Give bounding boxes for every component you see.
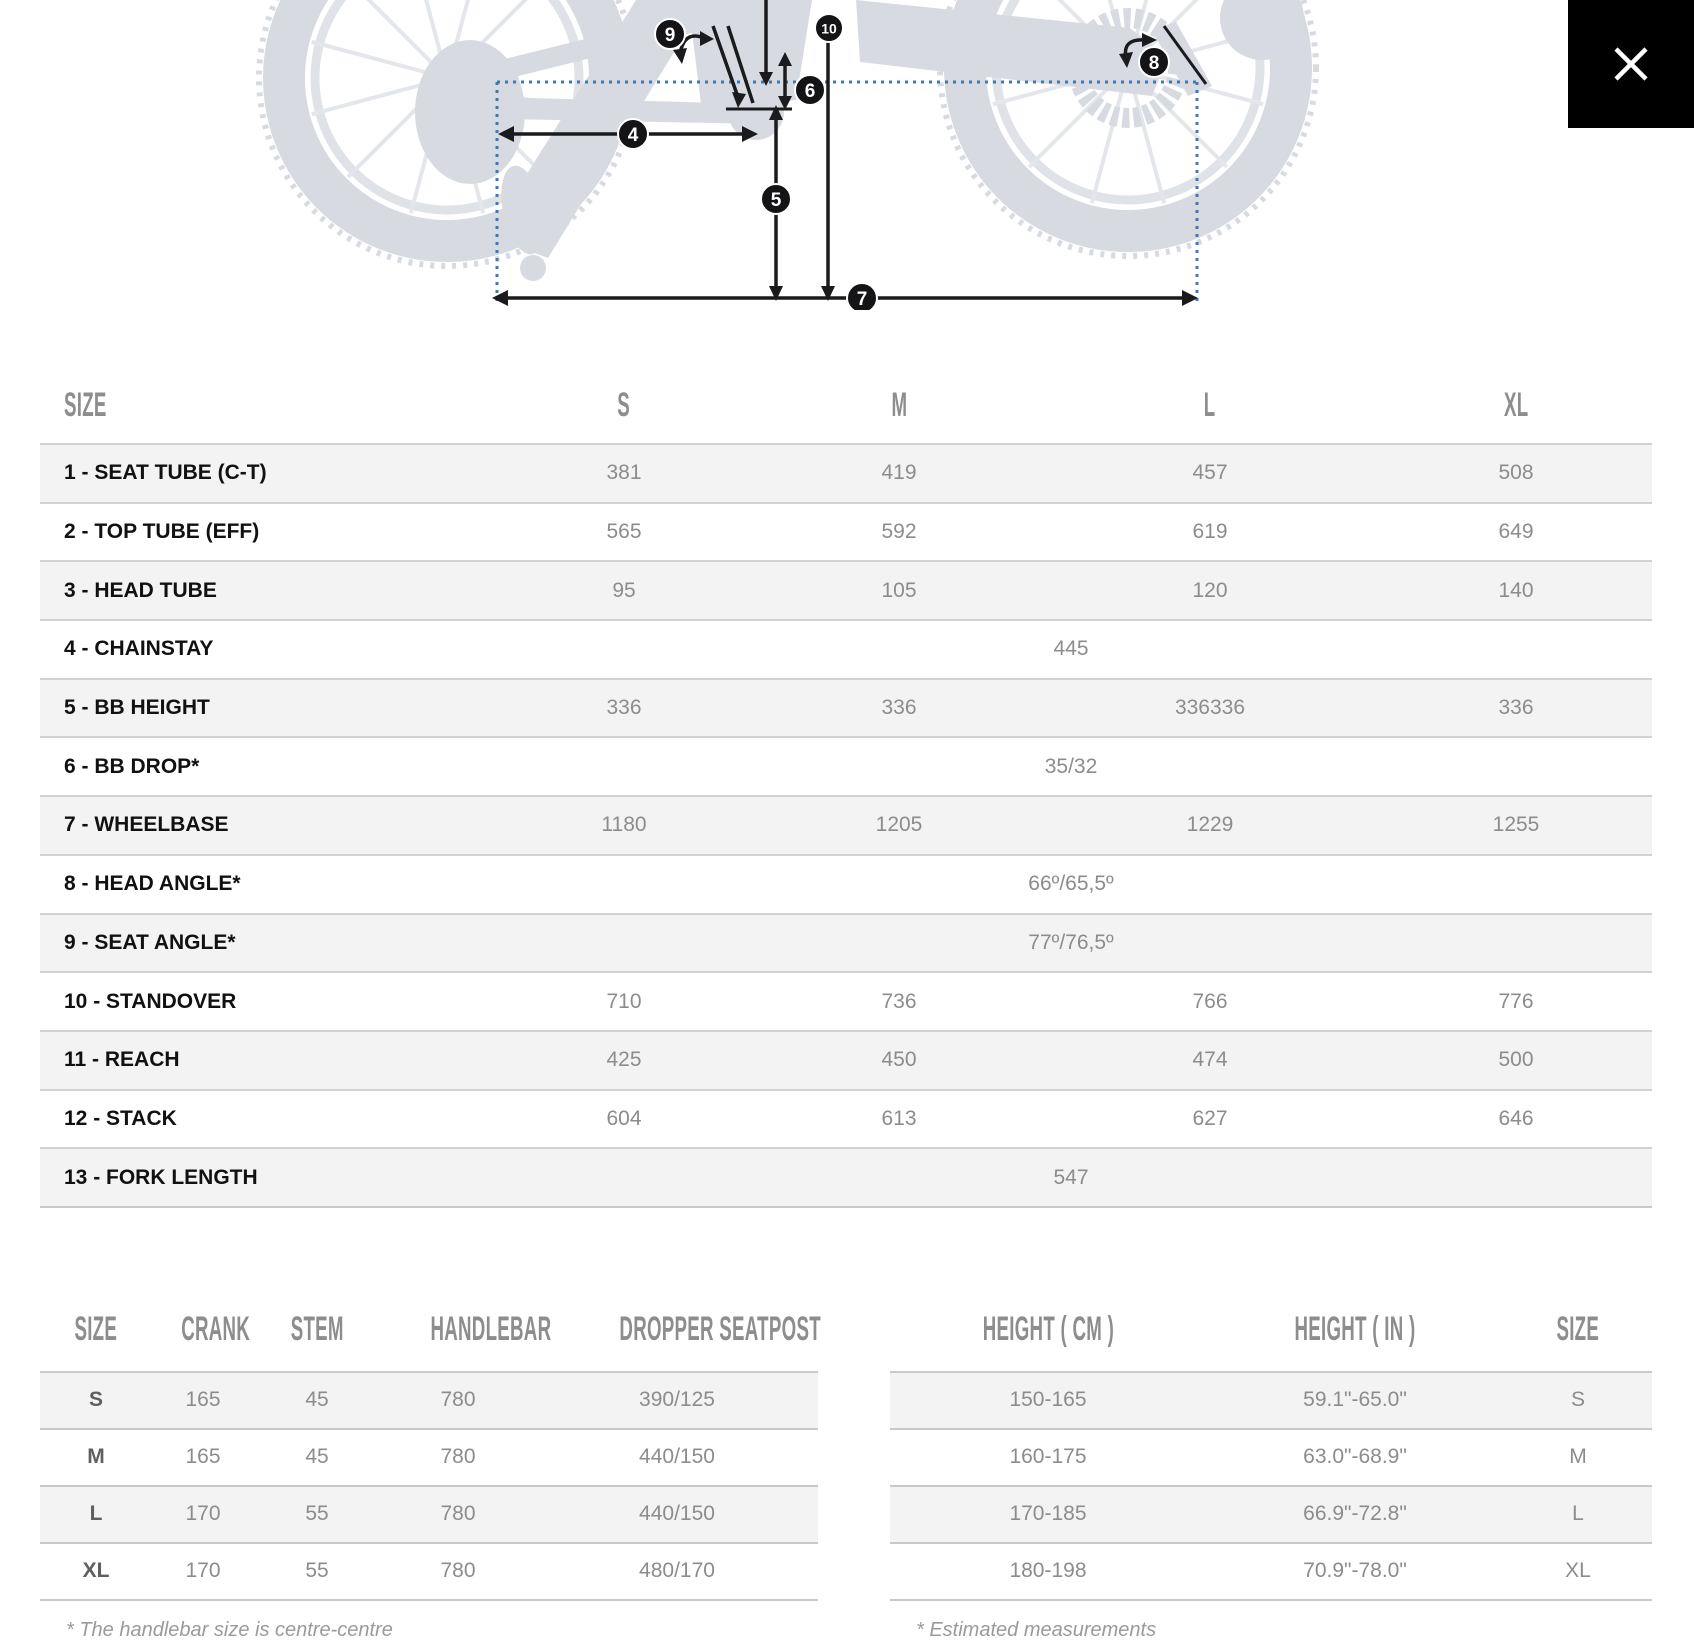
badge-9: 9 [664, 25, 676, 46]
geometry-row [40, 796, 1652, 855]
row-value: 565 [606, 520, 642, 544]
comp-size: L [89, 1502, 103, 1526]
geometry-row [40, 444, 1652, 503]
comp-stem: 45 [305, 1445, 329, 1469]
row-merged-value: 77º/76,5º [1028, 930, 1114, 954]
height-in: 59.1"-65.0" [1303, 1388, 1407, 1412]
row-label: 2 - TOP TUBE (EFF) [64, 520, 260, 544]
comp-stem: 55 [305, 1502, 329, 1526]
col-header-s: S [617, 386, 631, 424]
row-label: 7 - WHEELBASE [64, 813, 229, 837]
bike-silhouette [259, 0, 1316, 281]
row-value: 419 [881, 461, 917, 485]
row-label: 6 - BB DROP* [64, 754, 200, 778]
comp-handlebar: 780 [440, 1559, 476, 1583]
row-value: 1229 [1186, 813, 1234, 837]
row-merged-value: 547 [1053, 1165, 1089, 1189]
comp-header-handlebar: HANDLEBAR [430, 1309, 552, 1348]
row-value: 120 [1192, 578, 1228, 602]
row-value: 336 [1498, 696, 1534, 720]
row-value: 627 [1192, 1106, 1228, 1130]
badge-8: 8 [1148, 53, 1160, 74]
height-header-in: HEIGHT ( IN ) [1294, 1309, 1416, 1348]
bike-diagram-image [0, 0, 1694, 310]
close-icon [1613, 46, 1649, 82]
row-value: 710 [606, 989, 642, 1013]
close-button[interactable] [1568, 0, 1694, 128]
comp-size: M [87, 1445, 105, 1469]
handlebar-footnote: * The handlebar size is centre-centre [66, 1618, 393, 1641]
height-row [890, 1429, 1652, 1486]
row-value: 736 [881, 989, 917, 1013]
height-size: M [1569, 1445, 1587, 1469]
height-size: XL [1565, 1559, 1591, 1583]
height-cm: 180-198 [1009, 1559, 1087, 1583]
height-size: S [1570, 1388, 1585, 1412]
estimated-footnote: * Estimated measurements [916, 1618, 1157, 1641]
geometry-row [40, 855, 1652, 914]
row-value: 604 [606, 1106, 642, 1130]
row-label: 12 - STACK [64, 1106, 177, 1130]
row-value: 336336 [1174, 696, 1246, 720]
comp-stem: 55 [305, 1559, 329, 1583]
row-value: 508 [1498, 461, 1534, 485]
geometry-row [40, 561, 1652, 620]
height-row [890, 1372, 1652, 1429]
comp-stem: 45 [305, 1388, 329, 1412]
row-value: 500 [1498, 1048, 1534, 1072]
row-value: 1255 [1492, 813, 1540, 837]
row-value: 613 [881, 1106, 917, 1130]
row-value: 450 [881, 1048, 917, 1072]
col-header-xl: XL [1503, 386, 1529, 424]
geometry-row [40, 972, 1652, 1031]
row-value: 105 [881, 578, 917, 602]
height-cm: 170-185 [1009, 1502, 1087, 1526]
comp-crank: 165 [185, 1388, 221, 1412]
geometry-row [40, 914, 1652, 973]
components-table [40, 1208, 821, 1601]
comp-dropper: 440/150 [639, 1445, 715, 1469]
row-label: 13 - FORK LENGTH [64, 1165, 258, 1189]
comp-header-dropper: DROPPER SEATPOST [619, 1309, 821, 1348]
geometry-row [40, 1148, 1652, 1207]
height-section [890, 1208, 1652, 1642]
col-header-l: L [1204, 386, 1216, 424]
components-row [40, 1543, 818, 1600]
height-row [890, 1543, 1652, 1600]
row-label: 10 - STANDOVER [64, 989, 237, 1013]
row-value: 457 [1192, 461, 1228, 485]
row-label: 8 - HEAD ANGLE* [64, 872, 241, 896]
comp-header-stem: STEM [290, 1309, 344, 1348]
row-value: 1180 [601, 813, 647, 837]
badge-6: 6 [804, 81, 816, 102]
geometry-diagram [0, 0, 1694, 310]
height-cm: 150-165 [1009, 1388, 1087, 1412]
row-label: 11 - REACH [64, 1048, 180, 1072]
row-value: 776 [1498, 989, 1534, 1013]
row-value: 474 [1192, 1048, 1228, 1072]
comp-handlebar: 780 [440, 1502, 476, 1526]
geometry-row [40, 679, 1652, 738]
geometry-table-header [40, 310, 1652, 444]
row-merged-value: 35/32 [1044, 754, 1098, 778]
comp-handlebar: 780 [440, 1388, 476, 1412]
row-value: 140 [1498, 578, 1534, 602]
components-row [40, 1372, 818, 1429]
row-value: 336 [881, 696, 917, 720]
comp-header-size: SIZE [74, 1309, 118, 1348]
row-value: 646 [1498, 1106, 1534, 1130]
geometry-row [40, 737, 1652, 796]
comp-dropper: 480/170 [639, 1559, 715, 1583]
comp-header-crank: CRANK [181, 1309, 251, 1348]
col-header-m: M [891, 386, 907, 424]
comp-crank: 170 [185, 1559, 221, 1583]
badge-5: 5 [770, 190, 782, 211]
height-header-size: SIZE [1556, 1309, 1600, 1348]
row-value: 619 [1192, 520, 1228, 544]
components-section [40, 1208, 821, 1642]
geometry-table [40, 310, 1652, 1208]
row-label: 1 - SEAT TUBE (C-T) [64, 461, 267, 485]
height-in: 63.0"-68.9" [1303, 1445, 1407, 1469]
height-cm: 160-175 [1009, 1445, 1087, 1469]
height-table [890, 1208, 1652, 1601]
height-in: 66.9"-72.8" [1303, 1502, 1407, 1526]
comp-handlebar: 780 [440, 1445, 476, 1469]
row-value: 766 [1192, 989, 1228, 1013]
components-row [40, 1486, 818, 1543]
comp-size: S [88, 1388, 103, 1412]
row-value: 381 [606, 461, 642, 485]
row-value: 649 [1498, 520, 1534, 544]
height-row [890, 1486, 1652, 1543]
row-label: 3 - HEAD TUBE [64, 578, 217, 602]
components-row [40, 1429, 818, 1486]
row-value: 592 [881, 520, 917, 544]
geometry-row [40, 503, 1652, 562]
comp-dropper: 440/150 [639, 1502, 715, 1526]
row-merged-value: 66º/65,5º [1028, 872, 1114, 896]
row-value: 425 [606, 1048, 642, 1072]
comp-dropper: 390/125 [639, 1388, 715, 1412]
row-label: 4 - CHAINSTAY [64, 637, 214, 661]
geometry-row [40, 1090, 1652, 1149]
badge-10: 10 [821, 20, 837, 37]
badge-4: 4 [627, 125, 639, 146]
row-value: 336 [606, 696, 642, 720]
comp-crank: 165 [185, 1445, 221, 1469]
row-label: 9 - SEAT ANGLE* [64, 930, 236, 954]
badge-7: 7 [856, 289, 868, 310]
row-value: 95 [612, 578, 636, 602]
height-size: L [1572, 1502, 1584, 1526]
comp-crank: 170 [185, 1502, 221, 1526]
geometry-row [40, 620, 1652, 679]
height-header-cm: HEIGHT ( CM ) [982, 1309, 1114, 1348]
geometry-row [40, 1031, 1652, 1090]
row-merged-value: 445 [1053, 637, 1089, 661]
row-value: 1205 [875, 813, 923, 837]
size-header: SIZE [64, 386, 107, 424]
comp-size: XL [82, 1559, 110, 1583]
height-in: 70.9"-78.0" [1303, 1559, 1407, 1583]
row-label: 5 - BB HEIGHT [64, 696, 210, 720]
bottom-tables [40, 1208, 1694, 1642]
